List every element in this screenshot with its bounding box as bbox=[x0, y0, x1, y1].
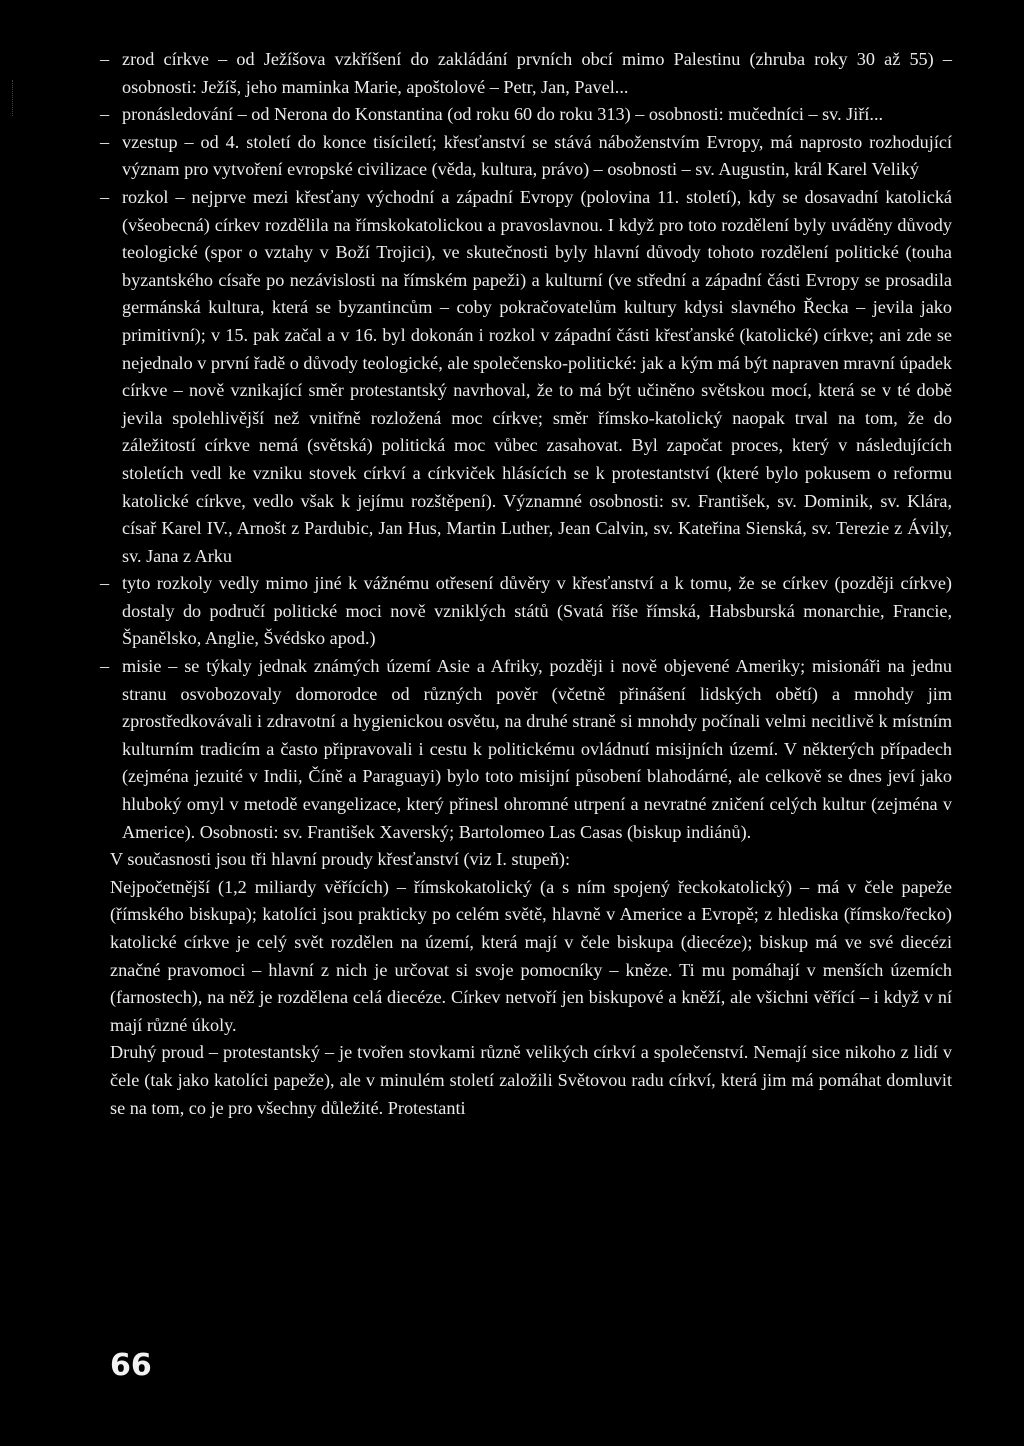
paragraph-protestant: Druhý proud – protestantský – je tvořen stovkami různě velikých církví a společenství. Nemají sice nikoho z lidí v čele (tak jako katolíci papeže), ale v minulém století založili Světovou radu církví, která jim má pomáhat domluvit se na tom, co je pro všechny důležité. Protestanti bbox=[110, 1042, 952, 1118]
list-dash: – bbox=[100, 573, 110, 594]
list-item-origin bbox=[100, 46, 952, 101]
list-item-persecution bbox=[100, 101, 952, 129]
list-item-schism bbox=[100, 184, 952, 570]
list-item-consequences bbox=[100, 570, 952, 653]
list-item-text: vzestup – od 4. století do konce tisíciletí; křesťanství se stává náboženstvím Evropy, má naprosto rozhodující význam pro vytvoření evropské civilizace (věda, kultura, právo) – osobnosti – sv. Augustin, král Karel Veliký bbox=[122, 131, 952, 180]
list-dash: – bbox=[100, 131, 110, 152]
page-body bbox=[100, 46, 952, 1122]
scan-margin-marks bbox=[12, 80, 15, 116]
page-number: 66 bbox=[110, 1348, 152, 1383]
list-dash: – bbox=[100, 104, 110, 125]
paragraph-catholic: Nejpočetnější (1,2 miliardy věřících) – římskokatolický (a s ním spojený řeckokatolický) – má v čele papeže (římského biskupa); katolíci jsou prakticky po celém světě, hlavně v Americe a Evropě; z hlediska (římsko/řecko) katolické církve je celý svět rozdělen na území, která mají v čele biskupa (diecéze); biskup má ve své diecézi značné pravomoci – hlavní z nich je určovat si svoje pomocníky – kněze. Ti mu pomáhají v menších územích (farnostech), na něž je rozdělena celá diecéze. Církev netvoří jen biskupové a kněží, ale všichni věřící – i když v ní mají různé úkoly. bbox=[110, 876, 952, 1035]
paragraph-intro: V současnosti jsou tři hlavní proudy křesťanství (viz I. stupeň): bbox=[110, 849, 571, 870]
list-dash: – bbox=[100, 49, 110, 69]
list-item-rise bbox=[100, 129, 952, 184]
list-dash: – bbox=[100, 186, 110, 207]
list-item-missions bbox=[100, 653, 952, 846]
list-item-text: pronásledování – od Nerona do Konstantina (od roku 60 do roku 313) – osobnosti: mučedníci – sv. Jiří... bbox=[122, 104, 884, 125]
list-item-text: tyto rozkoly vedly mimo jiné k vážnému otřesení důvěry v křesťanství a k tomu, že se církev (později církve) dostaly do područí politické moci nově vzniklých států (Svatá říše římská, Habsburská monarchie, Francie, Španělsko, Anglie, Švédsko apod.) bbox=[122, 573, 952, 649]
list-item-text: rozkol – nejprve mezi křesťany východní a západní Evropy (polovina 11. století), kdy se dosavadní katolická (všeobecná) církev rozdělila na římskokatolickou a pravoslavnou. I když pro toto rozdělení byly uváděny důvody teologické (spor o vztahy v Boží Trojici), ve skutečnosti byly hlavní důvody tohoto rozdělení politické (touha byzantského císaře po nezávislosti na římském papeži) a kulturní (ve střední a západní části Evropy se prosadila germánská kultura, která se byzantincům – coby pokračovatelům kultury kdysi slavného Řecka – jevila jako primitivní); v 15. pak začal a v 16. byl dokonán i rozkol v západní části křesťanské (katolické) církve; ani zde se nejednalo v první řadě o důvody teologické, ale společensko-politické: jak a kým má být napraven mravní úpadek církve – nově vznikající směr protestantský navrhoval, že to má být učiněno světskou mocí, která se v té době jevila spolehlivější než vnitřně rozložená moc církve; směr římsko-katolický naopak trval na tom, že do záležitostí církve nemá (světská) politická moc vůbec zasahovat. Byl započat proces, který v následujících stoletích vedl ke vzniku stovek církví a církviček hlásících se k protestantství (které bylo pokusem o reformu katolické církve, vedlo však k jejímu rozštěpení). Významné osobnosti: sv. František, sv. Dominik, sv. Klára, císař Karel IV., Arnošt z Pardubic, Jan Hus, Martin Luther, Jean Calvin, sv. Kateřina Sienská, sv. Terezie z Ávily, sv. Jana z Arku bbox=[122, 186, 952, 566]
list-dash: – bbox=[100, 656, 110, 677]
list-item-text: misie – se týkaly jednak známých území Asie a Afriky, později i nově objevené Ameriky; misionáři na jednu stranu osvobozovaly domorodce od různých pověr (včetně přinášení lidských obětí) a mnohdy jim zprostředkovávali i zdravotní a hygienickou osvětu, na druhé straně si mnohdy počínali velmi necitlivě k místním kulturním tradicím a často připravovali i cestu k politickému ovládnutí misijních území. V některých případech (zejména jezuité v Indii, Číně a Paraguayi) bylo toto misijní působení blahodárné, ale celkově se dnes jeví jako hluboký omyl v metodě evangelizace, který přinesl ohromné utrpení a nevratné zničení celých kultur (zejména v Americe). Osobnosti: sv. František Xaverský; Bartolomeo Las Casas (biskup indiánů). bbox=[122, 656, 952, 842]
list-item-text: zrod církve – od Ježíšova vzkříšení do zakládání prvních obcí mimo Palestinu (zhruba roky 30 až 55) – osobnosti: Ježíš, jeho maminka Marie, apoštolové – Petr, Jan, Pavel... bbox=[122, 49, 952, 97]
